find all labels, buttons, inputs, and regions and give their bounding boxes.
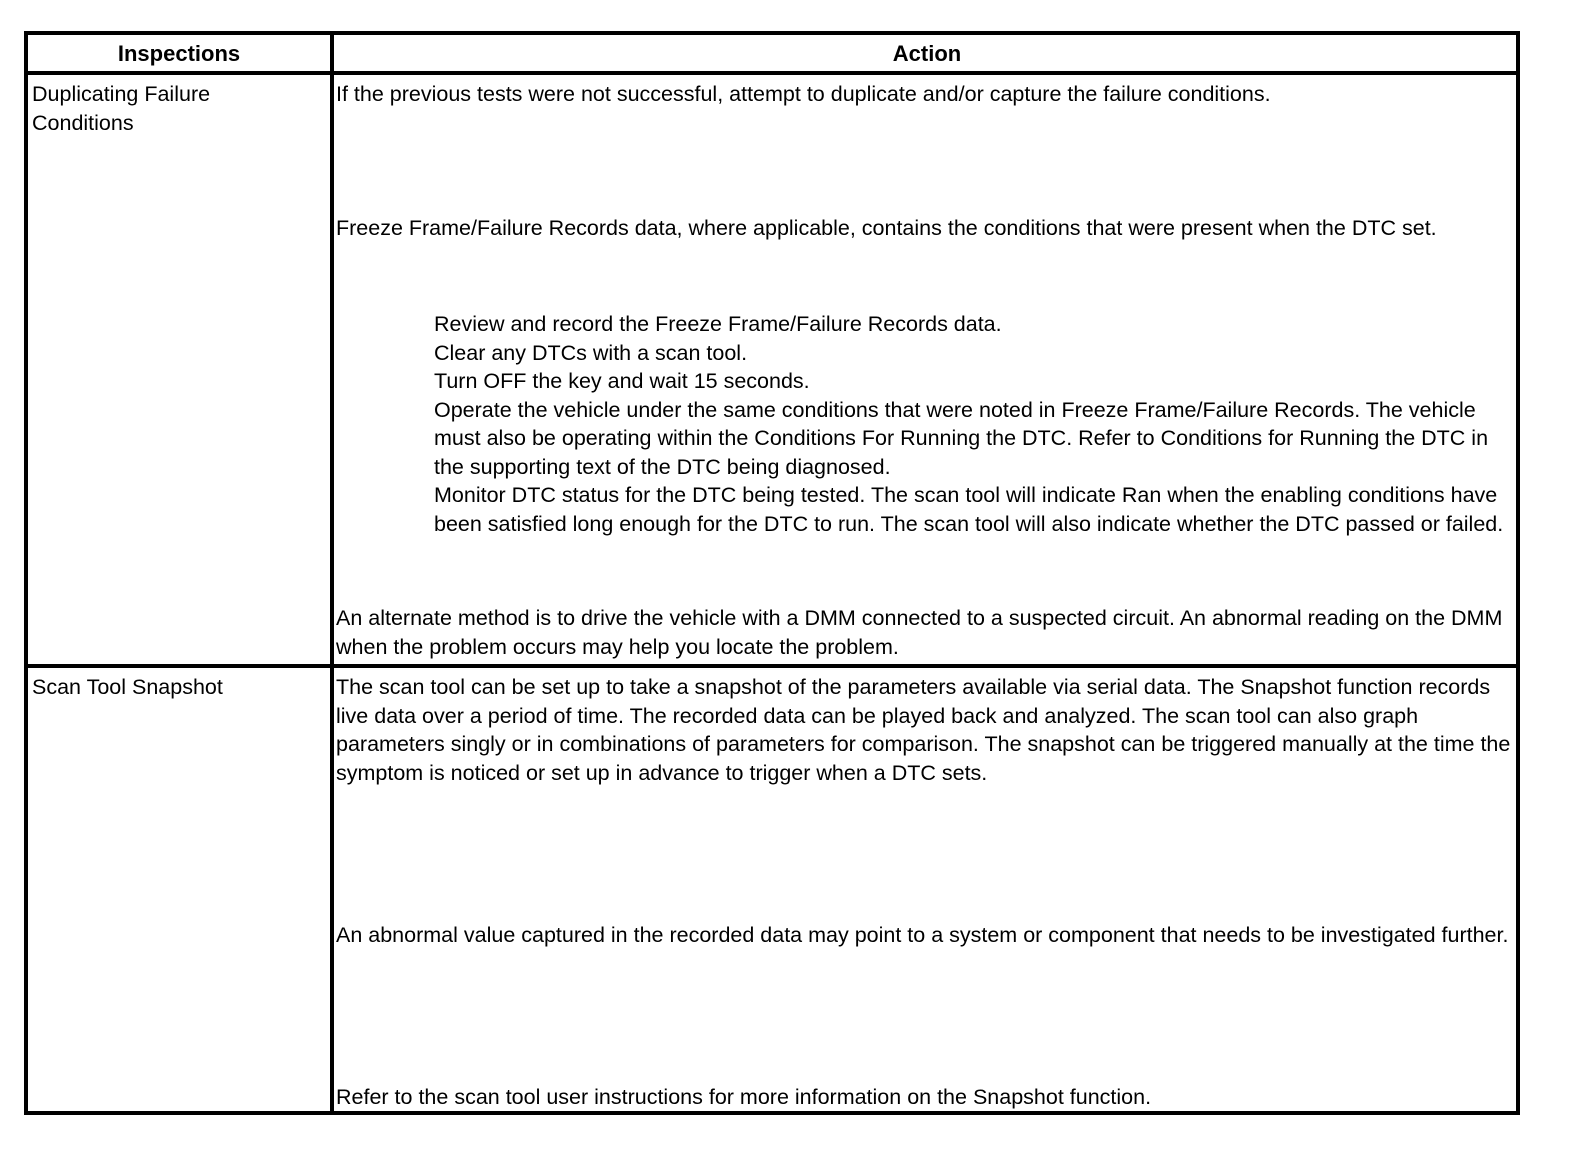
action-paragraph: An abnormal value captured in the recorded data may point to a system or component that needs to be investigated further. bbox=[336, 923, 1509, 947]
action-paragraph: If the previous tests were not successful, attempt to duplicate and/or capture the failure conditions. bbox=[336, 82, 1271, 106]
header-divider bbox=[28, 71, 1516, 75]
action-paragraph: The scan tool can be set up to take a snapshot of the parameters available via serial data. The Snapshot function records live data over a period of time. The recorded data can be played back and analyzed. The scan tool can also graph parameters singly or in combinations of parameters for comparison. The snapshot can be triggered manually at the time the symptom is noticed or set up in advance to trigger when a DTC sets. bbox=[336, 675, 1511, 785]
procedure-step: Turn OFF the key and wait 15 seconds. bbox=[434, 369, 810, 393]
inspection-table bbox=[24, 31, 1520, 1115]
row-divider bbox=[28, 664, 1516, 668]
procedure-step: Review and record the Freeze Frame/Failure Records data. bbox=[434, 312, 1002, 336]
action-paragraph: Refer to the scan tool user instructions for more information on the Snapshot function. bbox=[336, 1085, 1152, 1109]
procedure-step: Monitor DTC status for the DTC being tested. The scan tool will indicate Ran when the enabling conditions have been satisfied long enough for the DTC to run. The scan tool will also indicate whether the DTC passed or failed. bbox=[434, 483, 1504, 536]
header-inspections: Inspections bbox=[117, 41, 241, 66]
procedure-step: Operate the vehicle under the same conditions that were noted in Freeze Frame/Failure Records. The vehicle must also be operating within the Conditions For Running the DTC. Refer to Conditions for Running the DTC in the supporting text of the DTC being diagnosed. bbox=[434, 397, 1489, 479]
procedure-steps bbox=[434, 310, 1516, 538]
column-divider bbox=[330, 35, 334, 1111]
action-paragraph: Freeze Frame/Failure Records data, where applicable, contains the conditions that were present when the DTC set. bbox=[336, 216, 1437, 240]
action-paragraph: An alternate method is to drive the vehicle with a DMM connected to a suspected circuit. An abnormal reading on the DMM when the problem occurs may help you locate the problem. bbox=[336, 606, 1503, 659]
inspection-cell-snapshot: Scan Tool Snapshot bbox=[32, 675, 223, 699]
procedure-step: Clear any DTCs with a scan tool. bbox=[434, 340, 748, 365]
header-action: Action bbox=[892, 41, 962, 66]
inspection-cell-duplicating: Duplicating Failure Conditions bbox=[32, 82, 211, 135]
